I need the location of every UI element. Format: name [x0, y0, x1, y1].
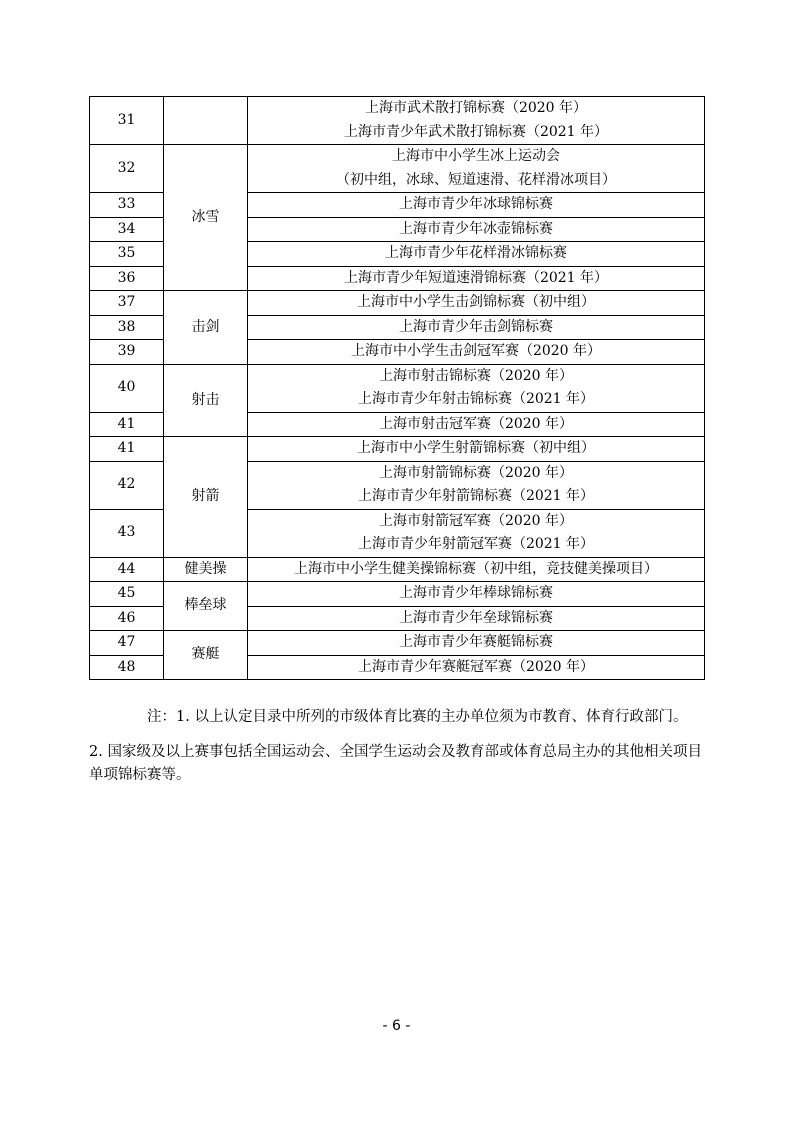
competition-name-cell: [248, 315, 705, 340]
competition-name-cell: [248, 509, 705, 557]
table-row: [90, 437, 705, 462]
row-number-cell: 36: [90, 266, 164, 291]
row-number-cell: 37: [90, 291, 164, 316]
competition-name-cell: [248, 242, 705, 267]
competition-name-cell: [248, 557, 705, 582]
competition-name-cell: [248, 145, 705, 193]
competition-name-cell: [248, 461, 705, 509]
table-row: [90, 97, 705, 145]
competition-name-cell: [248, 606, 705, 631]
row-number-cell: 42: [90, 461, 164, 509]
row-number-cell: 33: [90, 193, 164, 218]
row-number-cell: 31: [90, 97, 164, 145]
competition-name-line: 上海市青少年短道速滑锦标赛（2021 年）: [343, 269, 609, 286]
table-row: [90, 631, 705, 656]
competition-name-line: 上海市中小学生射箭锦标赛（初中组）: [357, 440, 595, 456]
table-row: [90, 291, 705, 316]
competition-name-line: 上海市青少年垒球锦标赛: [399, 609, 553, 626]
row-number-cell: 44: [90, 557, 164, 582]
competition-name-cell: [248, 217, 705, 242]
category-cell: 射箭: [164, 437, 248, 558]
competition-name-line: 上海市青少年赛艇锦标赛: [399, 634, 553, 650]
competition-name-line: 上海市射击锦标赛（2020 年）: [378, 367, 574, 384]
row-number-cell: 43: [90, 509, 164, 557]
competition-name-line: 上海市中小学生击剑锦标赛（初中组）: [357, 294, 595, 310]
note-2: 2. 国家级及以上赛事包括全国运动会、全国学生运动会及教育部或体育总局主办的其他相关项目单项锦标赛等。: [89, 744, 702, 783]
table-row: [90, 582, 705, 607]
competition-name-cell: [248, 291, 705, 316]
page-number: - 6 -: [382, 1018, 411, 1034]
row-number-cell: 40: [90, 364, 164, 412]
notes-section: [89, 706, 704, 799]
competition-name-line: 上海市青少年武术散打锦标赛（2021 年）: [343, 123, 609, 140]
row-number-cell: 34: [90, 217, 164, 242]
row-number-cell: 46: [90, 606, 164, 631]
competition-name-line: 上海市青少年赛艇冠军赛（2020 年）: [357, 658, 595, 675]
row-number-cell: 47: [90, 631, 164, 656]
category-cell: 棒垒球: [164, 582, 248, 631]
competition-name-line: 上海市青少年击剑锦标赛: [399, 318, 553, 335]
competition-table: [89, 96, 705, 680]
competition-name-line: （初中组，冰球、短道速滑、花样滑冰项目）: [336, 171, 616, 188]
competition-name-cell: [248, 412, 705, 437]
category-cell: 健美操: [164, 557, 248, 582]
competition-name-cell: [248, 582, 705, 607]
competition-name-cell: [248, 340, 705, 365]
category-cell: 击剑: [164, 291, 248, 365]
table-row: [90, 364, 705, 412]
row-number-cell: 38: [90, 315, 164, 340]
competition-name-line: 上海市中小学生健美操锦标赛（初中组，竞技健美操项目）: [294, 560, 658, 577]
table-row: [90, 557, 705, 582]
competition-name-cell: [248, 631, 705, 656]
table-row: [90, 145, 705, 193]
competition-name-line: 上海市中小学生击剑冠军赛（2020 年）: [350, 343, 602, 359]
row-number-cell: 39: [90, 340, 164, 365]
competition-name-cell: [248, 266, 705, 291]
competition-name-line: 上海市青少年花样滑冰锦标赛: [385, 245, 567, 261]
row-number-cell: 41: [90, 437, 164, 462]
competition-name-line: 上海市青少年冰壶锦标赛: [399, 220, 553, 237]
competition-name-line: 上海市青少年射击锦标赛（2021 年）: [357, 391, 595, 407]
competition-name-line: 上海市射箭锦标赛（2020 年）: [378, 464, 574, 481]
competition-name-line: 上海市青少年冰球锦标赛: [399, 196, 553, 212]
row-number-cell: 32: [90, 145, 164, 193]
category-cell: 赛艇: [164, 631, 248, 680]
row-number-cell: 45: [90, 582, 164, 607]
row-number-cell: 41: [90, 412, 164, 437]
competition-name-cell: [248, 437, 705, 462]
competition-name-line: 上海市中小学生冰上运动会: [392, 148, 560, 164]
competition-name-line: 上海市青少年射箭锦标赛（2021 年）: [357, 488, 595, 504]
competition-name-cell: [248, 193, 705, 218]
competition-name-line: 上海市射箭冠军赛（2020 年）: [378, 512, 574, 529]
competition-table-body: [90, 97, 705, 680]
competition-table-container: [89, 96, 704, 680]
category-cell: 冰雪: [164, 145, 248, 291]
competition-name-line: 上海市青少年射箭冠军赛（2021 年）: [357, 536, 595, 552]
competition-name-cell: [248, 97, 705, 145]
category-cell: [164, 97, 248, 145]
competition-name-line: 上海市青少年棒球锦标赛: [399, 585, 553, 601]
row-number-cell: 48: [90, 655, 164, 680]
note-1: 注：1. 以上认定目录中所列的市级体育比赛的主办单位须为市教育、体育行政部门。: [147, 709, 688, 725]
category-cell: 射击: [164, 364, 248, 437]
row-number-cell: 35: [90, 242, 164, 267]
competition-name-line: 上海市射击冠军赛（2020 年）: [378, 415, 574, 432]
competition-name-cell: [248, 364, 705, 412]
competition-name-line: 上海市武术散打锦标赛（2020 年）: [364, 100, 588, 116]
competition-name-cell: [248, 655, 705, 680]
